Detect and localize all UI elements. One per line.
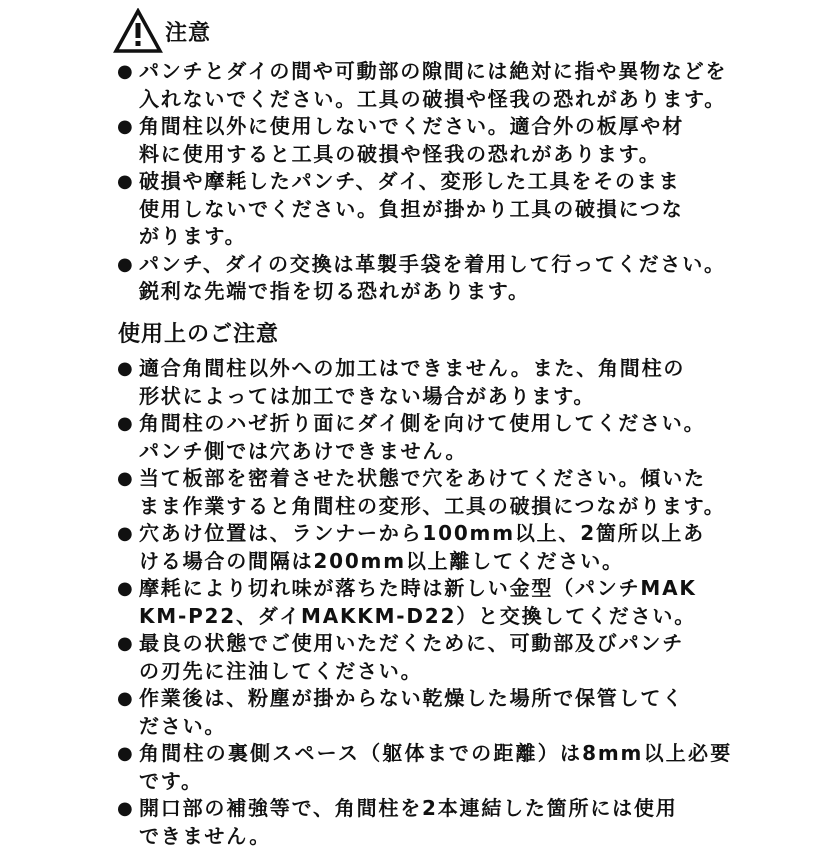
list-item	[117, 58, 732, 113]
list-item-text: パンチとダイの間や可動部の隙間には絶対に指や異物などを 入れないでください。工具の破損や怪我の恐れがあります。	[139, 59, 728, 111]
bullet-icon: ●	[117, 358, 133, 379]
list-item	[117, 168, 732, 251]
bullet-icon: ●	[117, 688, 133, 709]
list-item-text: 開口部の補強等で、角間柱を2本連結した箇所には使用 できません。	[139, 796, 678, 848]
list-item-text: 穴あけ位置は、ランナーから100mm以上、2箇所以上あ ける場合の間隔は200mm以上離してください。	[139, 521, 705, 573]
bullet-icon: ●	[117, 61, 133, 82]
bullet-icon: ●	[117, 798, 133, 819]
bullet-icon: ●	[117, 578, 133, 599]
bullet-icon: ●	[117, 253, 133, 275]
list-item	[117, 465, 732, 520]
list-item-text: 角間柱以外に使用しないでください。適合外の板厚や材 料に使用すると工具の破損や怪我の恐れがあります。	[139, 114, 684, 166]
caution-list	[117, 58, 732, 306]
list-item	[117, 355, 732, 410]
caution-title: 注意	[165, 20, 212, 46]
bullet-icon: ●	[117, 743, 133, 764]
list-item	[117, 113, 732, 168]
list-item-text: 適合角間柱以外への加工はできません。また、角間柱の 形状によっては加工できない場合があります。	[139, 356, 686, 408]
list-item-text: 作業後は、粉塵が掛からない乾燥した場所で保管してく ださい。	[139, 686, 684, 738]
bullet-icon: ●	[117, 523, 133, 544]
caution-heading	[113, 8, 211, 54]
list-item-text: 角間柱のハゼ折り面にダイ側を向けて使用してください。 パンチ側では穴あけできません。	[139, 411, 706, 463]
list-item-text: 角間柱の裏側スペース（躯体までの距離）は8mm以上必要です。	[139, 741, 732, 793]
list-item	[117, 520, 732, 575]
bullet-icon: ●	[117, 171, 133, 192]
list-item	[117, 795, 732, 850]
list-item-text: 当て板部を密着させた状態で穴をあけてください。傾いた まま作業すると角間柱の変形、工具の破損につながります。	[139, 466, 726, 518]
bullet-icon: ●	[117, 413, 133, 434]
bullet-icon: ●	[117, 633, 133, 654]
warning-triangle-icon	[113, 8, 163, 54]
list-item	[117, 685, 732, 740]
usage-heading	[118, 317, 279, 348]
usage-title: 使用上のご注意	[118, 322, 280, 347]
usage-list	[117, 355, 732, 850]
bullet-icon: ●	[117, 468, 133, 489]
list-item-text: 摩耗により切れ味が落ちた時は新しい金型（パンチMAK KM-P22、ダイMAKKM-D22）と交換してください。	[139, 576, 697, 628]
list-item	[117, 410, 732, 465]
list-item	[117, 630, 732, 685]
list-item-text: パンチ、ダイの交換は革製手袋を着用して行ってください。 鋭利な先端で指を切る恐れがあります。	[139, 251, 726, 303]
list-item	[117, 740, 732, 795]
list-item-text: 破損や摩耗したパンチ、ダイ、変形した工具をそのまま 使用しないでください。負担が掛かり工具の破損につな がります。	[139, 169, 684, 248]
list-item	[117, 575, 732, 630]
list-item	[117, 251, 732, 306]
list-item-text: 最良の状態でご使用いただくために、可動部及びパンチ の刃先に注油してください。	[139, 631, 684, 683]
bullet-icon: ●	[117, 116, 133, 137]
